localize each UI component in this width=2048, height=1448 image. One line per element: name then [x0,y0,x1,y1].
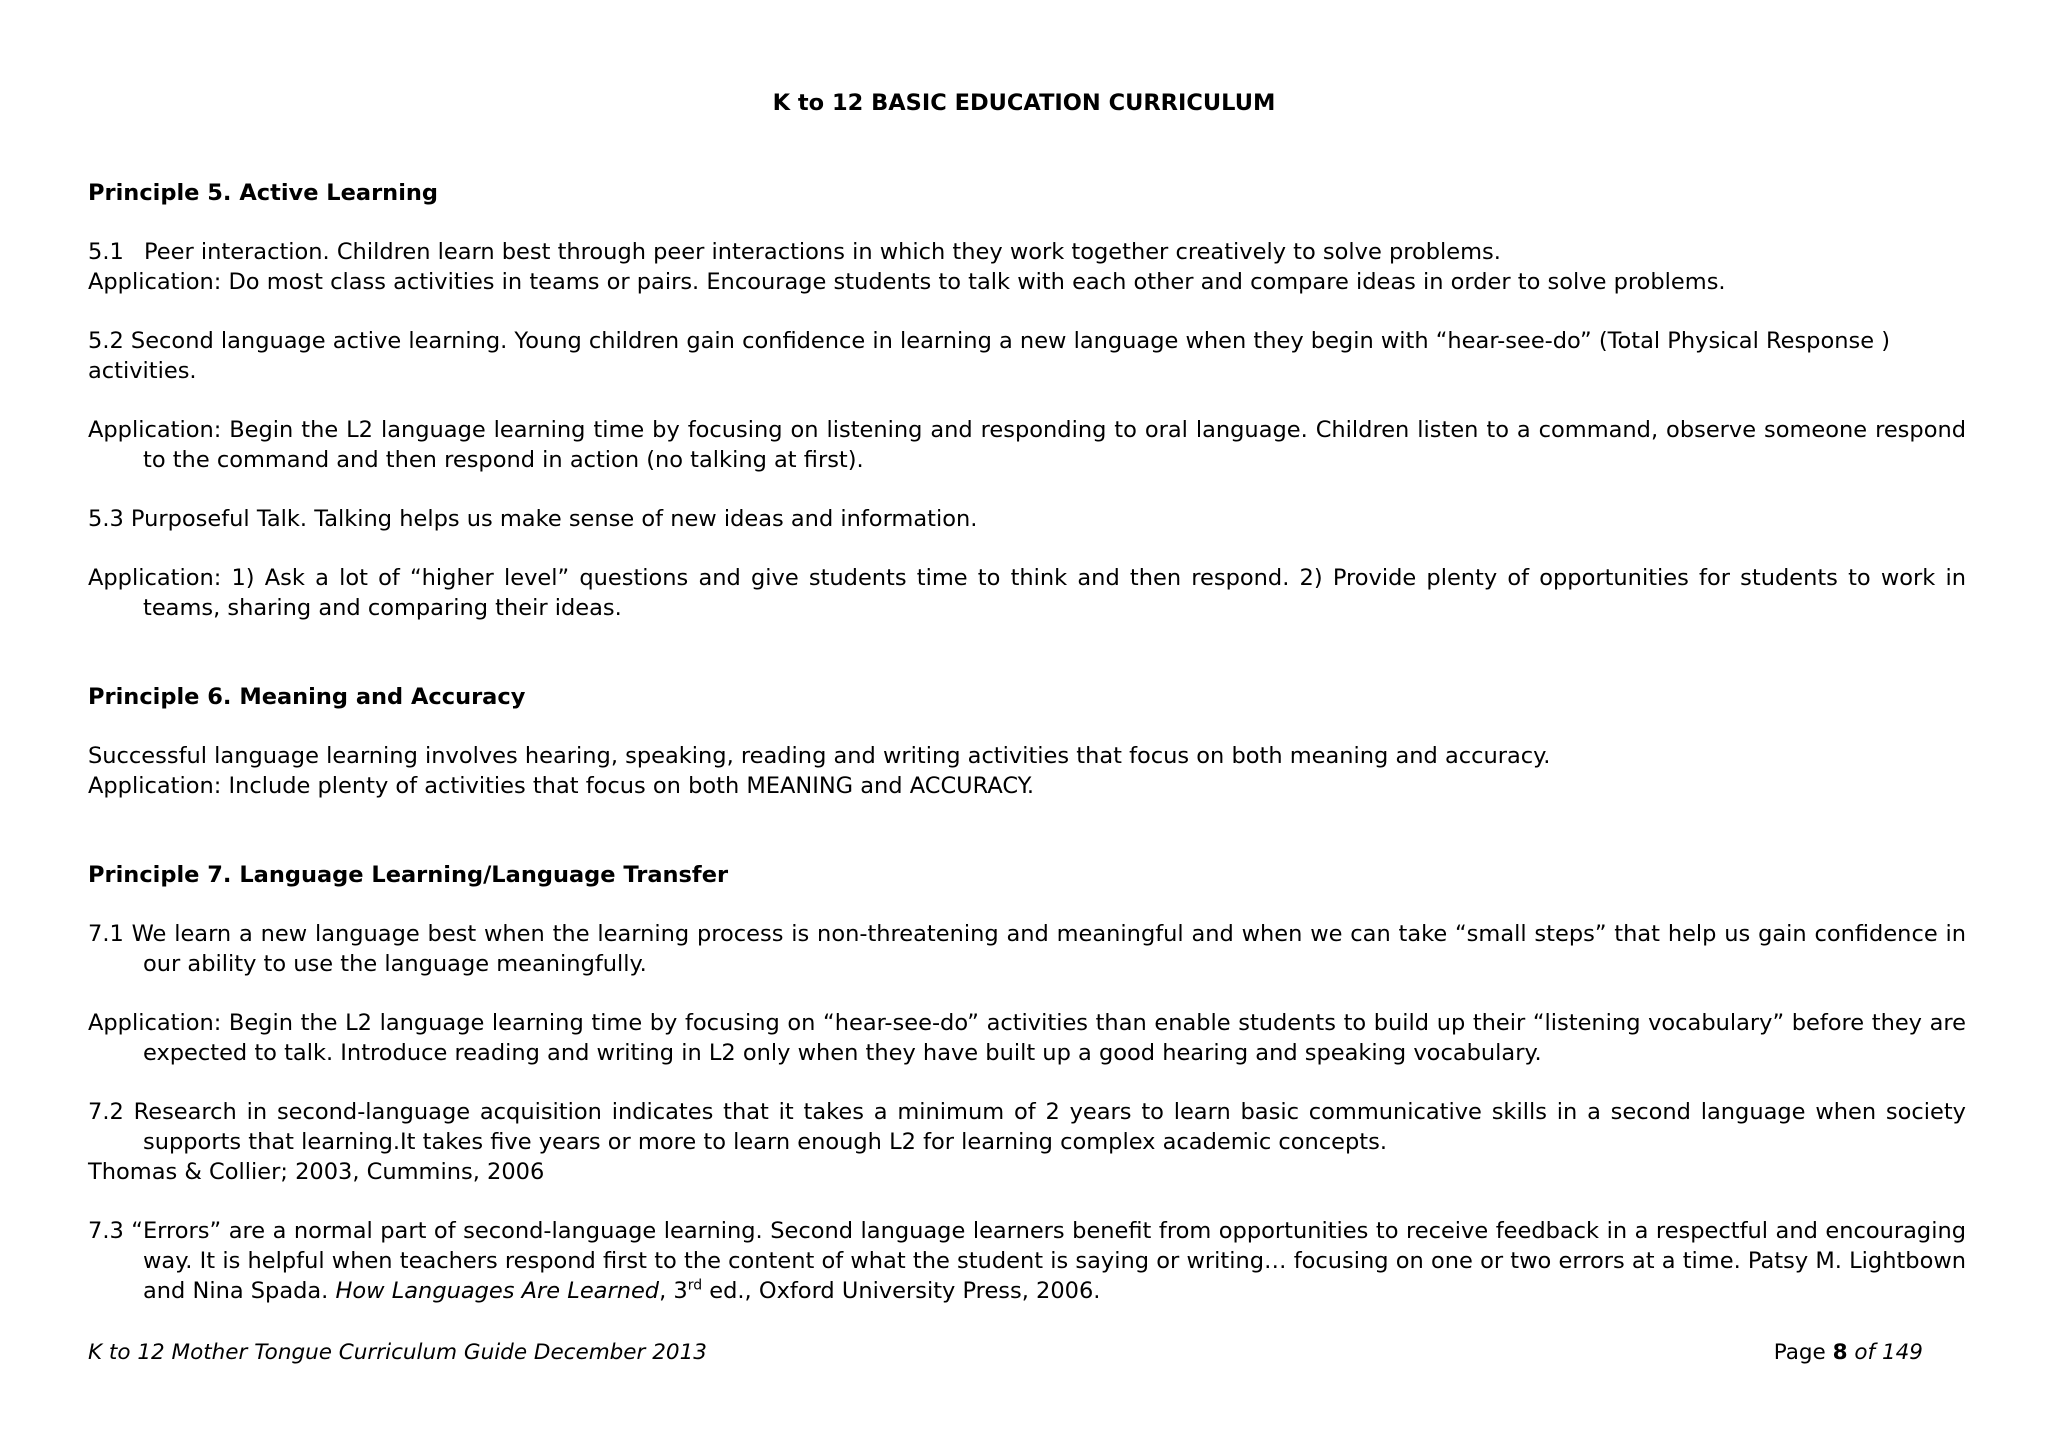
principle-7-heading: Principle 7. Language Learning/Language Transfer [88,862,729,888]
principle-5-heading: Principle 5. Active Learning [88,180,439,206]
principle-6-heading: Principle 6. Meaning and Accuracy [88,684,526,710]
section-5-2: 5.2 Second language active learning. Young children gain confidence in learning a new language when they begin with “hear-see-do” (Total Physical Response ) activities. [88,328,1890,384]
section-5-1-application: Application: Do most class activities in teams or pairs. Encourage students to talk with each other and compare ideas in order to solve problems. [88,269,1726,295]
section-7-2-citation: Thomas & Collier; 2003, Cummins, 2006 [88,1159,545,1185]
total-pages: of 149 [1847,1340,1923,1365]
page-footer [88,1338,1923,1368]
page-label: Page [1773,1340,1833,1365]
section-7-2: 7.2 Research in second-language acquisition indicates that it takes a minimum of 2 years to learn basic communicative skills in a second language when society supports that learning.It takes five years or more to learn enough L2 for learning complex academic concepts. [88,1099,1966,1155]
section-5-1 [88,237,1966,267]
principle-6-text: Successful language learning involves hearing, speaking, reading and writing activities that focus on both meaning and accuracy. [88,743,1551,769]
publisher-info: ed., Oxford University Press, 2006. [702,1278,1101,1304]
document-body [88,178,1966,1306]
edition-number: , 3 [659,1278,688,1304]
section-7-3 [88,1216,1966,1306]
footer-document-title: K to 12 Mother Tongue Curriculum Guide December 2013 [88,1340,707,1365]
current-page-number: 8 [1832,1340,1848,1365]
principle-6-application: Application: Include plenty of activities that focus on both MEANING and ACCURACY. [88,773,1034,799]
page-number-indicator [1774,1338,1923,1368]
section-5-1-text: Peer interaction. Children learn best through peer interactions in which they work together creatively to solve problems. [144,239,1501,265]
section-5-1-number: 5.1 [88,239,124,265]
edition-ordinal: rd [687,1277,703,1294]
section-7-1-application: Application: Begin the L2 language learning time by focusing on “hear-see-do” activities than enable students to build up their “listening vocabulary” before they are expected to talk. Introduce reading and writing in L2 only when they have built up a good hearing and speaking vocabulary. [88,1010,1966,1066]
section-7-1: 7.1 We learn a new language best when the learning process is non-threatening and meaningful and when we can take “small steps” that help us gain confidence in our ability to use the language meaningfully. [88,921,1966,977]
section-5-3-application: Application: 1) Ask a lot of “higher level” questions and give students time to think and then respond. 2) Provide plenty of opportunities for students to work in teams, sharing and comparing their ideas. [88,565,1966,621]
page-title: K to 12 BASIC EDUCATION CURRICULUM [772,90,1276,116]
book-title: How Languages Are Learned [335,1278,660,1304]
section-5-2-application: Application: Begin the L2 language learning time by focusing on listening and responding to oral language. Children listen to a command, observe someone respond to the command and then respond in action (no talking at first). [88,417,1966,473]
section-5-3: 5.3 Purposeful Talk. Talking helps us make sense of new ideas and information. [88,506,978,532]
section-7-3-text: 7.3 “Errors” are a normal part of second-language learning. Second language learners benefit from opportunities to receive feedback in a respectful and encouraging way. It is helpful when teachers respond first to the content of what the student is saying or writing… focusing on one or two errors at a time. Patsy M. Lightbown and Nina Spada. [88,1218,1966,1304]
